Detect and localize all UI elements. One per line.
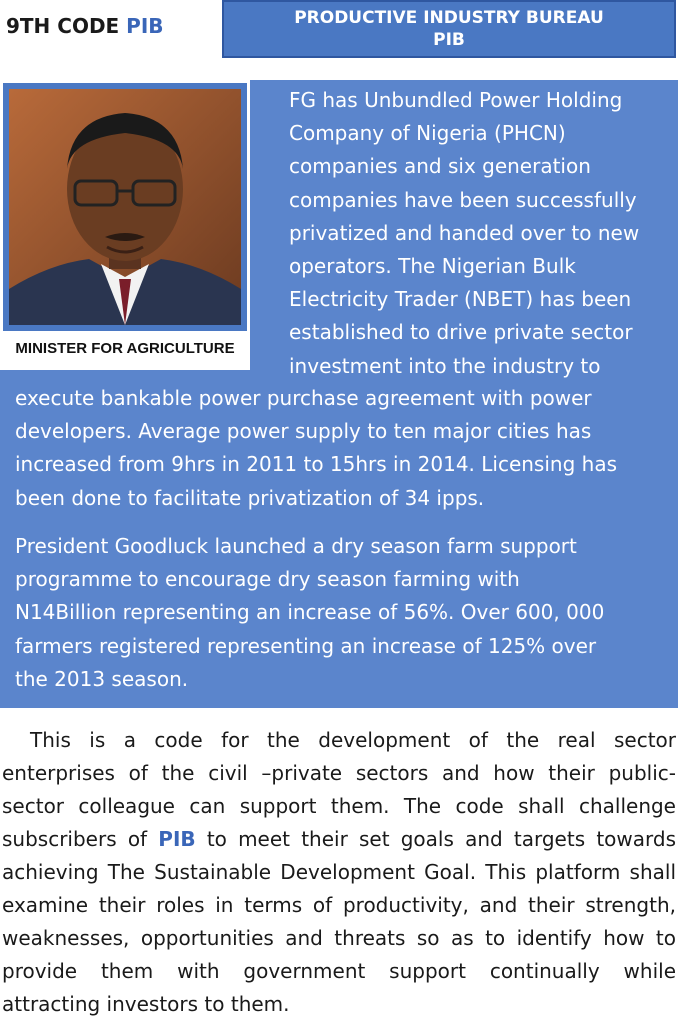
text-line: the 2013 season.: [15, 666, 189, 691]
photo-caption: MINISTER FOR AGRICULTURE: [15, 340, 235, 357]
text-line: Company of Nigeria (PHCN): [289, 121, 566, 146]
text-line: investment into the industry to: [289, 353, 601, 378]
banner-title: PRODUCTIVE INDUSTRY BUREAU: [294, 8, 604, 28]
text-line: developers. Average power supply to ten major cities has: [15, 419, 592, 444]
text-line: President Goodluck launched a dry season farm support: [15, 534, 577, 558]
text-line: provide them with government support continually while: [2, 959, 676, 983]
code-description: [2, 724, 676, 1021]
text-line-with-accent: [2, 823, 676, 856]
title-banner: [222, 0, 676, 58]
banner-subtitle: PIB: [433, 30, 465, 50]
text-segment: to meet their set goals and targets towards: [206, 827, 676, 851]
text-line: attracting investors to them.: [2, 992, 290, 1016]
text-line: FG has Unbundled Power Holding: [289, 88, 623, 112]
text-line: increased from 9hrs in 2011 to 15hrs in 2014. Licensing has: [15, 452, 617, 477]
code-label-accent: PIB: [126, 14, 164, 38]
power-paragraph-top: [289, 84, 674, 383]
photo-frame: [0, 80, 250, 370]
text-line: weaknesses, opportunities and threats so as to identify how to: [2, 926, 676, 950]
text-segment: subscribers of: [2, 827, 148, 851]
text-line: enterprises of the civil –private sectors and how their public-: [2, 761, 676, 785]
code-label-text: 9TH CODE: [6, 14, 120, 38]
portrait-illustration: [9, 89, 241, 325]
text-line: companies have been successfully: [289, 187, 637, 212]
minister-photo: [3, 83, 247, 331]
text-line: privatized and handed over to new: [289, 220, 640, 245]
power-paragraph-bottom: [15, 382, 675, 515]
pib-accent: PIB: [158, 827, 196, 851]
text-line: This is a code for the development of the real sector: [30, 728, 676, 752]
text-line: sector colleague can support them. The code shall challenge: [2, 794, 676, 818]
text-line: operators. The Nigerian Bulk: [289, 254, 576, 279]
text-line: been done to facilitate privatization of 34 ipps.: [15, 485, 485, 510]
text-line: execute bankable power purchase agreement with power: [15, 386, 592, 410]
text-line: Electricity Trader (NBET) has been: [289, 287, 632, 312]
text-line: programme to encourage dry season farming with: [15, 567, 520, 592]
text-line: farmers registered representing an increase of 125% over: [15, 633, 597, 658]
text-line: established to drive private sector: [289, 320, 633, 345]
text-line: N14Billion representing an increase of 56%. Over 600, 000: [15, 600, 605, 625]
code-label: [6, 14, 164, 38]
text-line: companies and six generation: [289, 154, 591, 179]
text-line: achieving The Sustainable Development Goal. This platform shall: [2, 860, 676, 884]
text-line: examine their roles in terms of productivity, and their strength,: [2, 893, 676, 917]
info-panel: [0, 80, 678, 708]
farm-paragraph: [15, 530, 675, 696]
